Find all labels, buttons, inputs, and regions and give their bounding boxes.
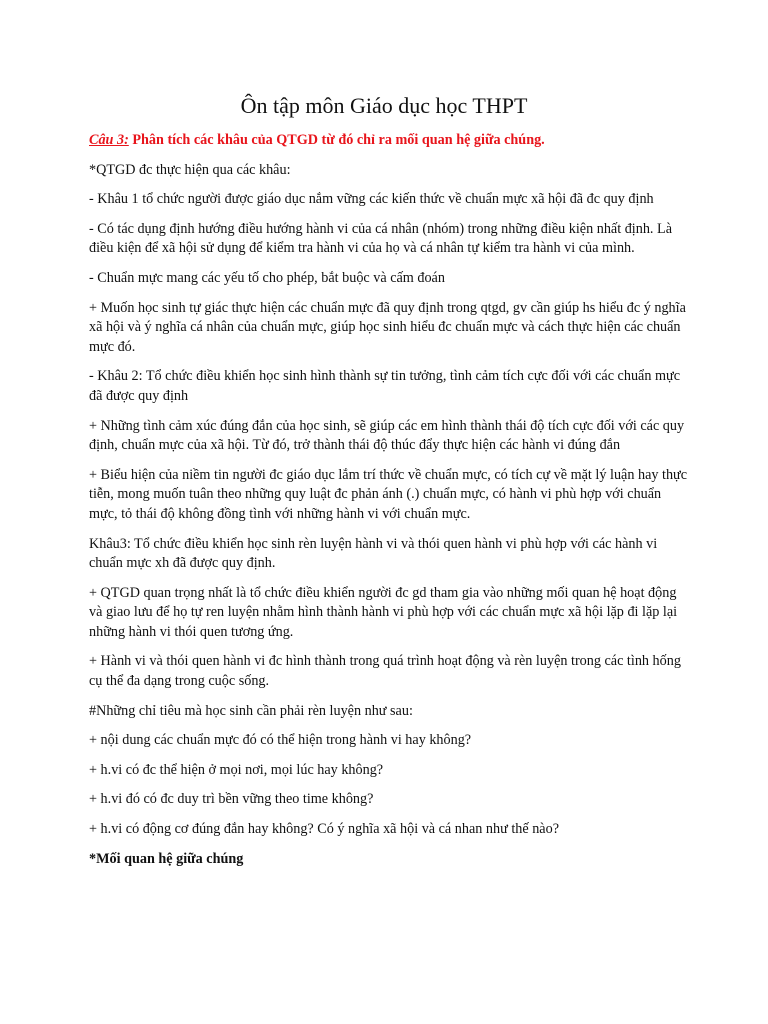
document-body xyxy=(89,131,689,869)
paragraph-stage-1: - Khâu 1 tổ chức người được giáo dục nắm vững các kiến thức về chuẩn mực xã hội đã đc quy định xyxy=(89,191,654,208)
paragraph-stage-2-belief: + Biểu hiện của niềm tin người đc giáo dục lắm trí thức về chuẩn mực, có tích cự về mặt lý luận hay thực tiễn, mong muốn tuân theo những quy luật đc phản ánh (.) chuẩn mực, có hành vi phù hợp với chuẩn mực, tỏ thái độ không đồng tình với những hành vi với chuẩn mực. xyxy=(89,466,688,522)
document-title: Ôn tập môn Giáo dục học THPT xyxy=(240,93,528,118)
paragraph-criteria-4: + h.vi có động cơ đúng đắn hay không? Có ý nghĩa xã hội và cá nhan như thế nào? xyxy=(89,821,559,838)
paragraph-criteria-2: + h.vi có đc thể hiện ở mọi nơi, mọi lúc hay không? xyxy=(89,761,384,778)
paragraph-stage-3-important: + QTGD quan trọng nhất là tổ chức điều khiển người đc gd tham gia vào những mối quan hệ hoạt động và giao lưu để họ tự ren luyện nhằm hình thành hành vi phù hợp với các chuẩn mực xã hội lặp đi lặp lại những hành vi thói quen tương ứng. xyxy=(89,584,678,640)
paragraph-stage-1-effect: - Có tác dụng định hướng điều hướng hành vi của cá nhân (nhóm) trong những điều kiện nhất định. Là điều kiện để xã hội sử dụng để kiểm tra hành vi của họ và cá nhân tự kiểm tra hành vi của mình. xyxy=(89,220,672,257)
paragraph-intro: *QTGD đc thực hiện qua các khâu: xyxy=(89,161,291,178)
paragraph-criteria-3: + h.vi đó có đc duy trì bền vững theo time không? xyxy=(89,791,374,808)
paragraph-criteria-heading: #Những chỉ tiêu mà học sinh cần phải rèn luyện như sau: xyxy=(89,702,413,719)
paragraph-stage-3-habits: + Hành vi và thói quen hành vi đc hình thành trong quá trình hoạt động và rèn luyện trong các tình hống cụ thể đa dạng trong cuộc sống. xyxy=(89,653,681,690)
relationship-heading: *Mối quan hệ giữa chúng xyxy=(89,850,244,867)
paragraph-stage-1-teacher: + Muốn học sinh tự giác thực hiện các chuẩn mực đã quy định trong qtgd, gv cần giúp hs hiểu đc ý nghĩa xã hội và ý nghĩa cá nhân của chuẩn mực, giúp học sinh hiểu đc chuẩn mực và cách thực hiện các chuẩn mực đó. xyxy=(89,299,686,355)
question-text: Phân tích các khâu của QTGD từ đó chỉ ra mối quan hệ giữa chúng. xyxy=(128,132,545,148)
paragraph-stage-1-elements: - Chuẩn mực mang các yếu tố cho phép, bắt buộc và cấm đoán xyxy=(89,269,445,286)
paragraph-stage-3: Khâu3: Tổ chức điều khiển học sinh rèn luyện hành vi và thói quen hành vi phù hợp với các hành vi chuẩn mực xh đã được quy định. xyxy=(89,535,658,572)
paragraph-criteria-1: + nội dung các chuẩn mực đó có thể hiện trong hành vi hay không? xyxy=(89,732,472,749)
question-heading xyxy=(89,131,689,151)
question-label: Câu 3: xyxy=(89,132,129,148)
paragraph-stage-2: - Khâu 2: Tổ chức điều khiển học sinh hình thành sự tin tưởng, tình cảm tích cực đối với các chuẩn mực đã được quy định xyxy=(89,368,680,404)
paragraph-stage-2-emotions: + Những tình cảm xúc đúng đắn của học sinh, sẽ giúp các em hình thành thái độ tích cực đối với các quy định, chuẩn mực của xã hội. Từ đó, trở thành thái độ thúc đẩy thực hiện các hành vi đúng đắn xyxy=(89,417,685,454)
